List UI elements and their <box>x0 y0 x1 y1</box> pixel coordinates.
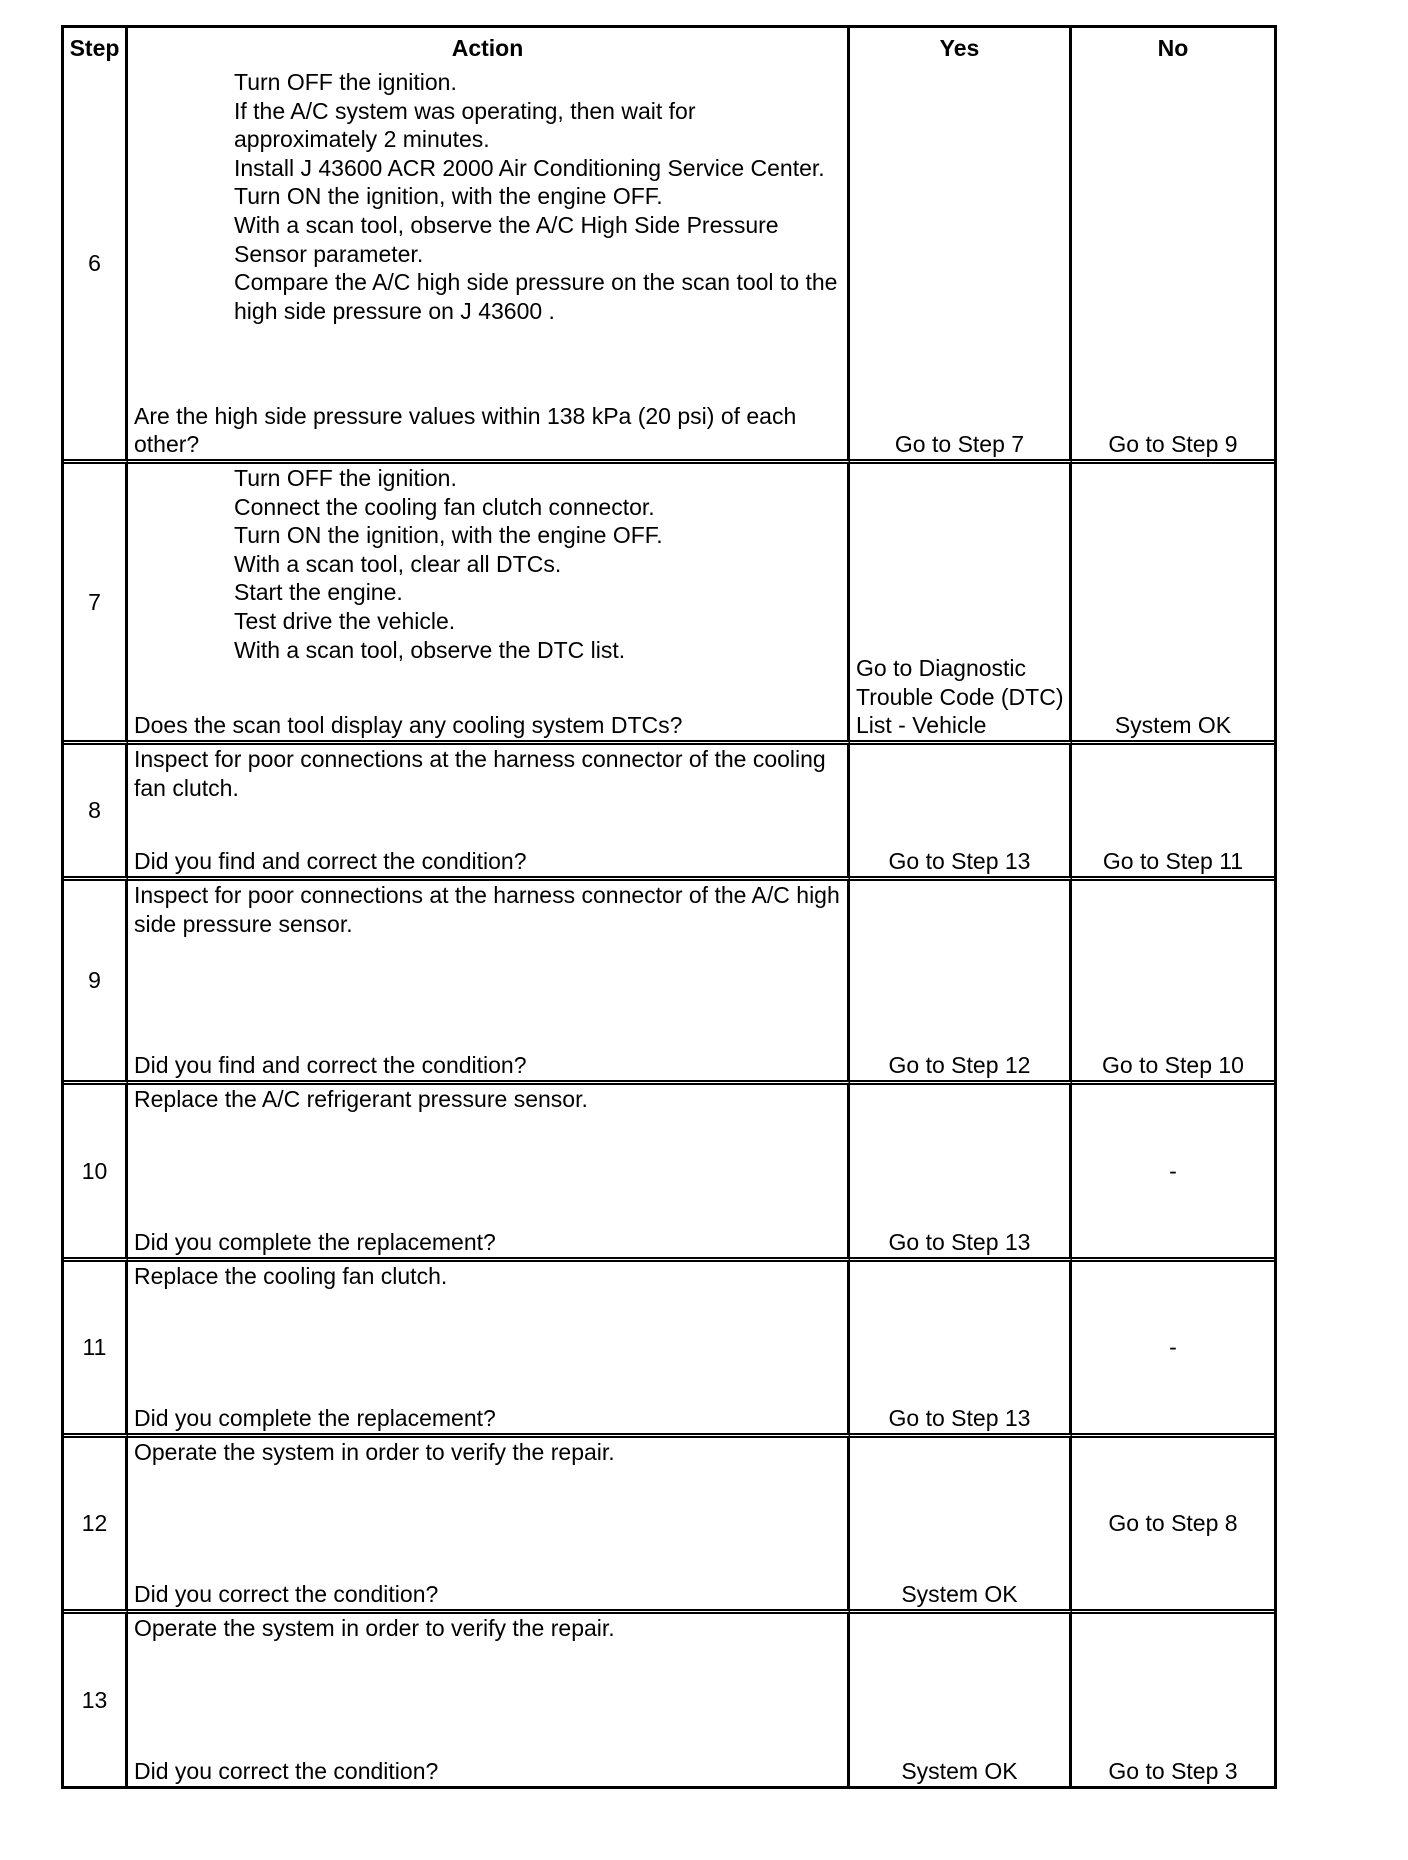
table-row <box>64 1614 1274 1786</box>
no-result: - <box>1072 1085 1274 1262</box>
question: Did you complete the replacement? <box>134 1405 496 1432</box>
action-cell <box>128 1262 850 1438</box>
yes-result: Go to Step 13 <box>850 745 1072 881</box>
action-line: Turn ON the ignition, with the engine OFF. <box>234 183 663 210</box>
table-row <box>64 68 1274 464</box>
action-line: Install J 43600 ACR 2000 Air Conditioning Service Center. <box>234 154 825 181</box>
action-cell <box>128 464 850 745</box>
no-result: Go to Step 3 <box>1108 1758 1238 1785</box>
action-cell <box>128 68 850 464</box>
table-row <box>64 1262 1274 1438</box>
action-line: Connect the cooling fan clutch connector. <box>234 493 655 520</box>
instruction: Inspect for poor connections at the harness connector of the cooling fan clutch. <box>134 746 826 801</box>
table-row <box>64 881 1274 1085</box>
question: Did you correct the condition? <box>134 1758 439 1785</box>
action-line: With a scan tool, observe the DTC list. <box>234 636 626 663</box>
no-result: Go to Step 9 <box>1072 68 1274 464</box>
header-step: Step <box>64 28 128 68</box>
yes-result: Go to Diagnostic Trouble Code (DTC) List - Vehicle <box>850 464 1072 745</box>
action-line: Compare the A/C high side pressure on the scan tool to the high side pressure on J 43600 . <box>234 269 838 324</box>
action-steps <box>134 68 841 325</box>
question: Did you find and correct the condition? <box>134 1052 527 1079</box>
instruction: Replace the cooling fan clutch. <box>134 1263 448 1289</box>
no-result: Go to Step 10 <box>1072 881 1274 1085</box>
step-number: 10 <box>64 1085 128 1262</box>
question: Did you correct the condition? <box>134 1581 439 1608</box>
no-result: Go to Step 8 <box>1072 1438 1274 1614</box>
step-number: 12 <box>64 1438 128 1614</box>
table-row <box>64 1438 1274 1614</box>
table-row <box>64 1085 1274 1262</box>
action-line: Turn OFF the ignition. <box>234 69 457 95</box>
yes-result: Go to Step 13 <box>850 1085 1072 1262</box>
table-row <box>64 745 1274 881</box>
action-line: Test drive the vehicle. <box>234 607 456 634</box>
question: Did you find and correct the condition? <box>134 848 527 875</box>
question: Are the high side pressure values within 138 kPa (20 psi) of each other? <box>134 402 797 458</box>
step-number: 9 <box>64 881 128 1085</box>
action-cell <box>128 881 850 1085</box>
action-line: Start the engine. <box>234 579 403 606</box>
question: Does the scan tool display any cooling system DTCs? <box>134 712 683 739</box>
yes-result: Go to Step 13 <box>850 1262 1072 1438</box>
action-line: If the A/C system was operating, then wait for approximately 2 minutes. <box>234 97 696 153</box>
yes-result: System OK <box>850 1438 1072 1614</box>
step-number: 8 <box>64 745 128 881</box>
action-cell <box>128 745 850 881</box>
header-row <box>64 28 1274 68</box>
action-line: With a scan tool, clear all DTCs. <box>234 550 562 577</box>
step-number: 6 <box>64 68 128 464</box>
header-yes: Yes <box>850 28 1072 68</box>
yes-result: System OK <box>850 1614 1072 1786</box>
action-line: With a scan tool, observe the A/C High Side Pressure Sensor parameter. <box>234 211 779 267</box>
header-action: Action <box>128 28 850 68</box>
step-number: 13 <box>64 1614 128 1786</box>
step-number: 11 <box>64 1262 128 1438</box>
no-result: - <box>1072 1262 1274 1438</box>
action-cell <box>128 1614 850 1786</box>
step-number: 7 <box>64 464 128 745</box>
question: Did you complete the replacement? <box>134 1229 496 1256</box>
action-line: Turn ON the ignition, with the engine OFF. <box>234 522 663 549</box>
table-row <box>64 464 1274 745</box>
no-result: System OK <box>1072 464 1274 745</box>
yes-result: Go to Step 7 <box>850 68 1072 464</box>
instruction: Operate the system in order to verify the repair. <box>134 1615 615 1641</box>
action-line: Turn OFF the ignition. <box>234 465 457 491</box>
header-no: No <box>1157 34 1189 61</box>
action-steps <box>134 464 841 664</box>
instruction: Operate the system in order to verify the repair. <box>134 1439 615 1465</box>
yes-result: Go to Step 12 <box>850 881 1072 1085</box>
action-cell <box>128 1438 850 1614</box>
diagnostic-table <box>61 25 1277 1789</box>
instruction: Replace the A/C refrigerant pressure sensor. <box>134 1086 588 1112</box>
instruction: Inspect for poor connections at the harness connector of the A/C high side pressure sensor. <box>134 882 840 937</box>
action-cell <box>128 1085 850 1262</box>
no-result: Go to Step 11 <box>1072 745 1274 881</box>
